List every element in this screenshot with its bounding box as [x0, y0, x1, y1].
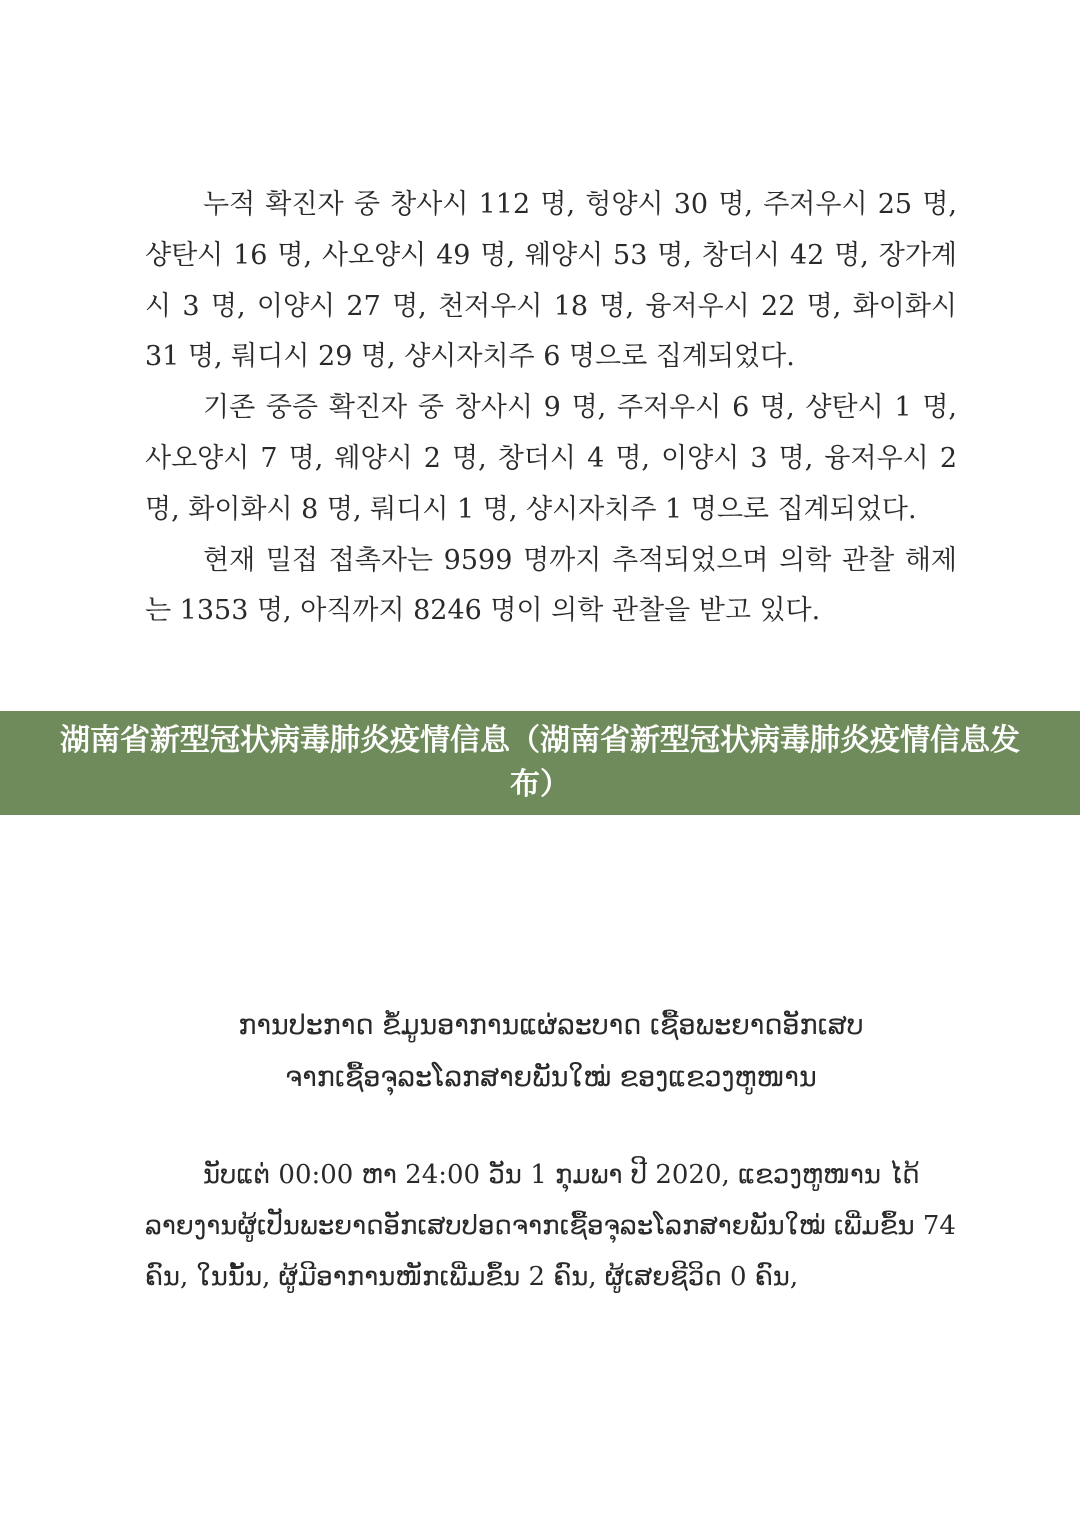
korean-paragraph-close-contacts: 현재 밀접 접촉자는 9599 명까지 추적되었으며 의학 관찰 해제는 1353 명, 아직까지 8246 명이 의학 관찰을 받고 있다.	[145, 544, 957, 627]
lao-text-block	[145, 1150, 957, 1303]
lao-paragraph: ນັບແຕ່ 00:00 ຫາ 24:00 ວັນ 1 ກຸມພາ ປີ 2020, ແຂວງຫູໜານ ໄດ້ລາຍງານຜູ້ເປັນພະຍາດອັກເສບປອດຈາກເຊື້ອຈຸລະໂລກສາຍພັນໃໝ່ ເພີ່ມຂຶ້ນ 74 ຄົນ, ໃນນັ້ນ, ຜູ້ມີອາການໜັກເພີ່ມຂຶ້ນ 2 ຄົນ, ຜູ້ເສຍຊີວິດ 0 ຄົນ,	[145, 1160, 956, 1292]
korean-paragraph-cumulative-cases: 누적 확진자 중 창사시 112 명, 헝양시 30 명, 주저우시 25 명, 샹탄시 16 명, 사오양시 49 명, 웨양시 53 명, 창더시 42 명, 장가계시 3 명, 이양시 27 명, 천저우시 18 명, 융저우시 22 명, 화이화시 31 명, 뤄디시 29 명, 샹시자치주 6 명으로 집계되었다.	[145, 189, 957, 373]
lao-heading	[145, 1000, 957, 1104]
korean-paragraph-severe-cases: 기존 중증 확진자 중 창사시 9 명, 주저우시 6 명, 샹탄시 1 명, 사오양시 7 명, 웨양시 2 명, 창더시 4 명, 이양시 3 명, 융저우시 2 명, 화이화시 8 명, 뤄디시 1 명, 샹시자치주 1 명으로 집계되었다.	[145, 392, 957, 525]
lao-heading-line-1: ການປະກາດ ຂໍ້ມູນອາການແຜ່ລະບາດ ເຊື້ອພະຍາດອັກເສບ	[238, 1010, 864, 1041]
korean-text-block	[145, 180, 957, 637]
title-banner	[0, 711, 1080, 815]
lao-heading-line-2: ຈາກເຊື້ອຈຸລະໂລກສາຍພັນໃໝ່ ຂອງແຂວງຫູໜານ	[285, 1062, 817, 1093]
banner-title: 湖南省新型冠状病毒肺炎疫情信息（湖南省新型冠状病毒肺炎疫情信息发布）	[60, 723, 1020, 802]
